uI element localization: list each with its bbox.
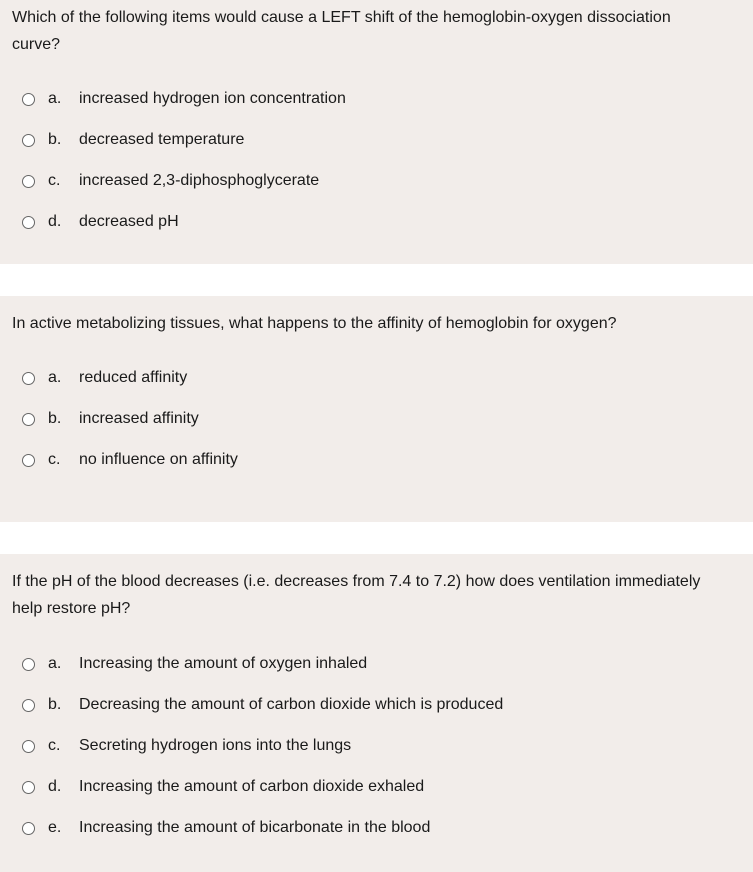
radio-button[interactable] xyxy=(22,216,35,229)
option-label: no influence on affinity xyxy=(79,451,238,468)
option-label: Increasing the amount of bicarbonate in the blood xyxy=(79,819,431,836)
option-letter: d. xyxy=(48,213,62,230)
option-letter: c. xyxy=(48,172,61,189)
radio-button[interactable] xyxy=(22,740,35,753)
question-text: If the pH of the blood decreases (i.e. decreases from 7.4 to 7.2) how does ventilation immediately help restore pH? xyxy=(12,573,701,617)
option-label: decreased pH xyxy=(79,213,179,230)
answer-option[interactable] xyxy=(22,449,238,471)
question-panel-3 xyxy=(0,554,753,872)
question-text: Which of the following items would cause a LEFT shift of the hemoglobin-oxygen dissociation curve? xyxy=(12,9,671,53)
question-panel-1 xyxy=(0,0,753,264)
option-letter: e. xyxy=(48,819,62,836)
option-letter: c. xyxy=(48,451,61,468)
option-letter: b. xyxy=(48,696,62,713)
answer-option[interactable] xyxy=(22,170,320,192)
answer-option[interactable] xyxy=(22,367,188,389)
radio-button[interactable] xyxy=(22,175,35,188)
option-label: Increasing the amount of oxygen inhaled xyxy=(79,655,368,672)
answer-option[interactable] xyxy=(22,408,199,430)
answer-option[interactable] xyxy=(22,88,346,110)
radio-button[interactable] xyxy=(22,658,35,671)
option-label: Secreting hydrogen ions into the lungs xyxy=(79,737,352,754)
option-label: Increasing the amount of carbon dioxide exhaled xyxy=(79,778,425,795)
radio-button[interactable] xyxy=(22,781,35,794)
radio-button[interactable] xyxy=(22,822,35,835)
answer-option[interactable] xyxy=(22,735,352,757)
radio-button[interactable] xyxy=(22,413,35,426)
radio-button[interactable] xyxy=(22,93,35,106)
option-letter: b. xyxy=(48,131,62,148)
question-text: In active metabolizing tissues, what happens to the affinity of hemoglobin for oxygen? xyxy=(12,315,617,332)
option-label: increased hydrogen ion concentration xyxy=(79,90,346,107)
option-letter: b. xyxy=(48,410,62,427)
answer-option[interactable] xyxy=(22,129,245,151)
option-label: increased affinity xyxy=(79,410,199,427)
option-label: Decreasing the amount of carbon dioxide which is produced xyxy=(79,696,504,713)
option-label: reduced affinity xyxy=(79,369,188,386)
option-letter: a. xyxy=(48,90,62,107)
option-label: decreased temperature xyxy=(79,131,245,148)
answer-option[interactable] xyxy=(22,694,504,716)
answer-option[interactable] xyxy=(22,776,425,798)
answer-option[interactable] xyxy=(22,653,368,675)
option-letter: a. xyxy=(48,369,62,386)
option-letter: d. xyxy=(48,778,62,795)
radio-button[interactable] xyxy=(22,134,35,147)
radio-button[interactable] xyxy=(22,454,35,467)
answer-option[interactable] xyxy=(22,211,179,233)
answer-option[interactable] xyxy=(22,817,431,839)
option-letter: c. xyxy=(48,737,61,754)
radio-button[interactable] xyxy=(22,699,35,712)
option-label: increased 2,3-diphosphoglycerate xyxy=(79,172,320,189)
option-letter: a. xyxy=(48,655,62,672)
question-panel-2 xyxy=(0,296,753,522)
radio-button[interactable] xyxy=(22,372,35,385)
